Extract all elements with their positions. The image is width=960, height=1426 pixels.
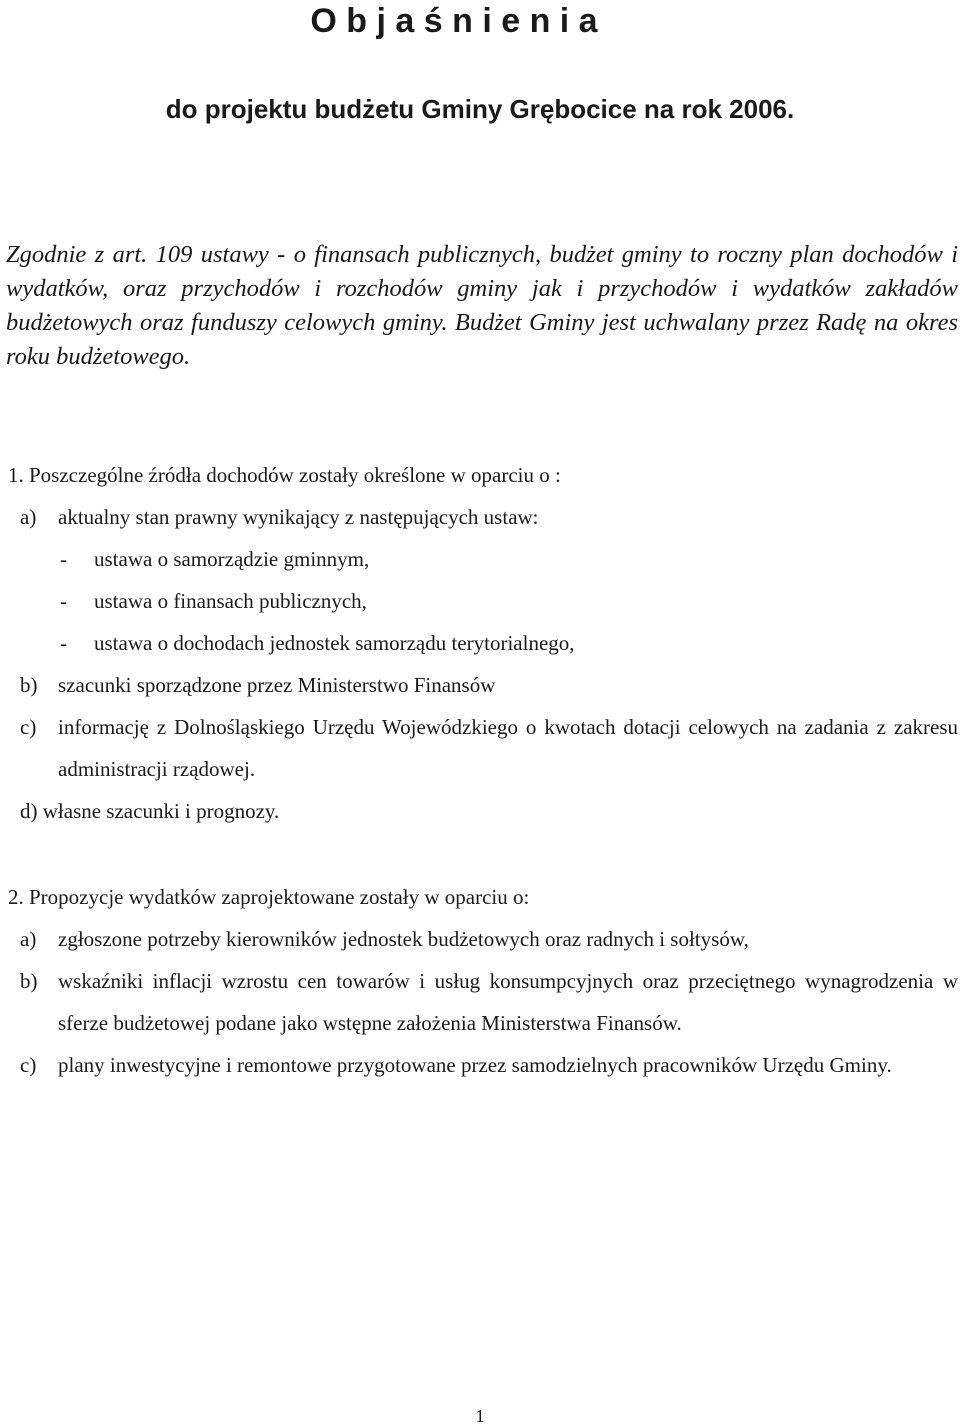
list-item-label: a) [20, 927, 37, 951]
document-subtitle: do projektu budżetu Gminy Grębocice na rok 2006. [165, 94, 795, 124]
section-expense-proposals [8, 876, 958, 1086]
list-item-text: aktualny stan prawny wynikający z następujących ustaw: [58, 505, 539, 529]
page-number: 1 [475, 1406, 485, 1426]
dash-marker: - [60, 631, 67, 655]
list-item [8, 918, 958, 960]
dash-marker: - [60, 589, 67, 613]
list-item-label: c) [20, 1053, 37, 1077]
section-revenue-sources [8, 454, 958, 832]
sub-list-item [8, 580, 958, 622]
list-item-label: c) [20, 715, 37, 739]
list-item-label: b) [20, 673, 38, 697]
list-item-text: informację z Dolnośląskiego Urzędu Wojewódzkiego o kwotach dotacji celowych na zadania z zakresu administracji rządowej. [58, 715, 958, 781]
sub-list-item-text: ustawa o samorządzie gminnym, [94, 547, 370, 571]
list-item [8, 496, 958, 538]
sub-list-item [8, 538, 958, 580]
list-item [8, 960, 958, 1044]
list-item-label: a) [20, 505, 37, 529]
sub-list-item [8, 622, 958, 664]
sub-list-item-text: ustawa o finansach publicznych, [94, 589, 367, 613]
list-item-text: wskaźniki inflacji wzrostu cen towarów i usług konsumpcyjnych oraz przeciętnego wynagrodzenia w sferze budżetowej podane jako wstępne założenia Ministerstwa Finansów. [58, 969, 958, 1035]
document-title: O b j a ś n i e n i a [310, 2, 598, 40]
list-item [8, 706, 958, 790]
section-heading: 1. Poszczególne źródła dochodów zostały określone w oparciu o : [8, 463, 561, 487]
list-item-label: b) [20, 969, 38, 993]
list-item-text: zgłoszone potrzeby kierowników jednostek budżetowych oraz radnych i sołtysów, [58, 927, 749, 951]
intro-paragraph: Zgodnie z art. 109 ustawy - o finansach publicznych, budżet gminy to roczny plan dochodów i wydatków, oraz przychodów i rozchodów gminy jak i przychodów i wydatków zakładów budżetowych oraz funduszy celowych gminy. Budżet Gminy jest uchwalany przez Radę na okres roku budżetowego. [6, 241, 958, 370]
sub-list-item-text: ustawa o dochodach jednostek samorządu terytorialnego, [94, 631, 575, 655]
section-heading: 2. Propozycje wydatków zaprojektowane zostały w oparciu o: [8, 885, 530, 909]
list-item [8, 664, 958, 706]
list-item-text: plany inwestycyjne i remontowe przygotowane przez samodzielnych pracowników Urzędu Gminy. [58, 1053, 892, 1077]
list-item [8, 1044, 958, 1086]
list-item-last: d) własne szacunki i prognozy. [20, 799, 280, 823]
list-item-text: szacunki sporządzone przez Ministerstwo Finansów [58, 673, 496, 697]
dash-marker: - [60, 547, 67, 571]
